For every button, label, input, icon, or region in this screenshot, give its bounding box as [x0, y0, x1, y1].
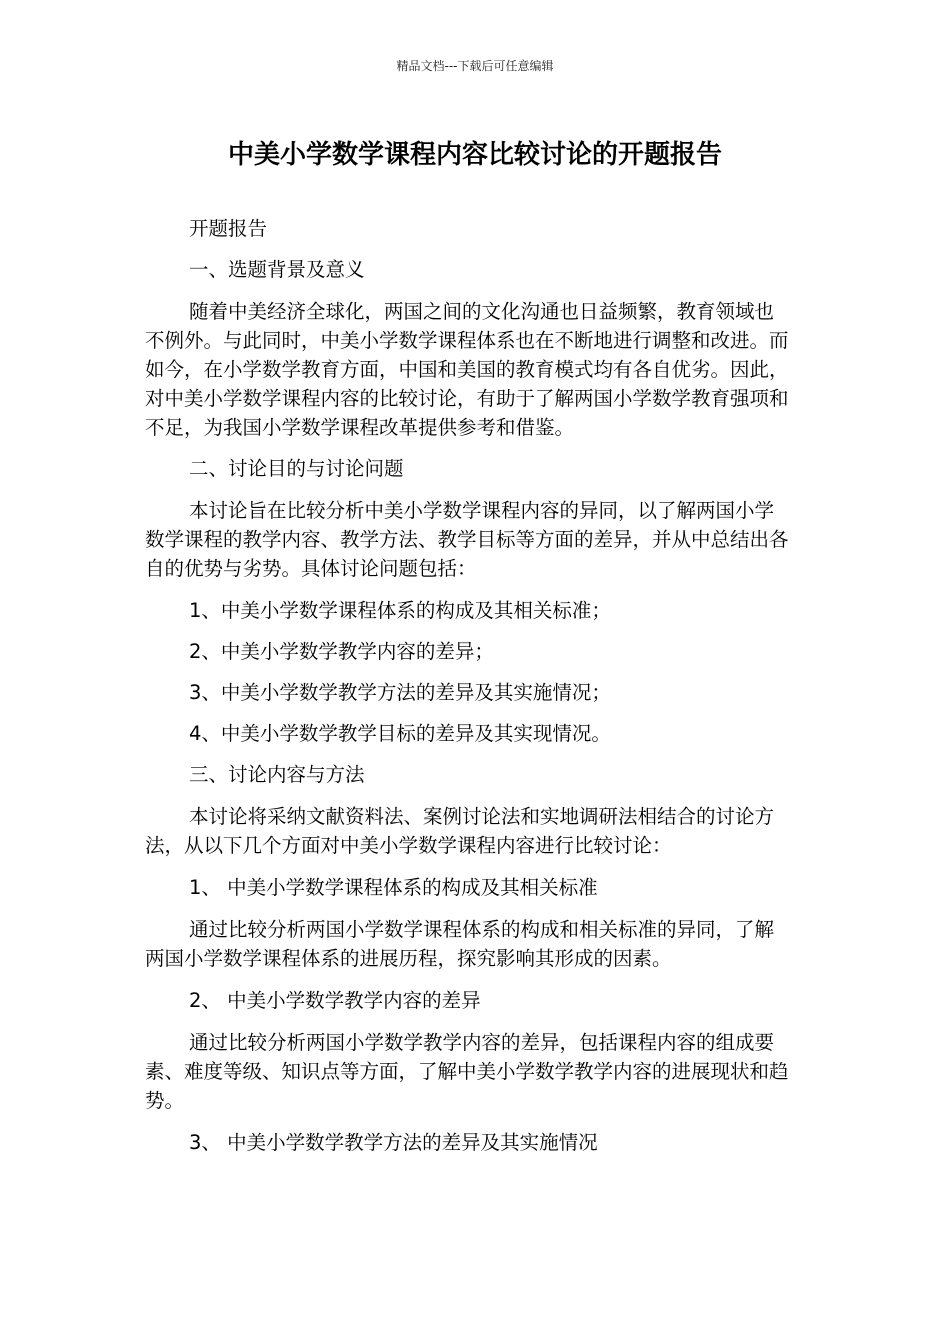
paragraph-background: 随着中美经济全球化，两国之间的文化沟通也日益频繁，教育领域也不例外。与此同时，中美小学数学课程体系也在不断地进行调整和改进。而如今，在小学数学教育方面，中国和美国的教育模式均有各自优劣。因此，对中美小学数学课程内容的比较讨论，有助于了解两国小学数学教育强项和不足，为我国小学数学课程改革提供参考和借鉴。 — [145, 300, 789, 439]
list-item-question-1: 1、中美小学数学课程体系的构成及其相关标准； — [189, 599, 611, 622]
subheading-topic-1: 1、 中美小学数学课程体系的构成及其相关标准 — [189, 876, 598, 899]
paragraph-topic-1: 通过比较分析两国小学数学课程体系的构成和相关标准的异同，了解两国小学数学课程体系的进展历程，探究影响其形成的因素。 — [145, 918, 775, 970]
list-item-question-2: 2、中美小学数学教学内容的差异； — [189, 640, 494, 663]
section-heading-background: 一、选题背景及意义 — [189, 258, 365, 281]
paragraph-report-label: 开题报告 — [189, 217, 268, 240]
subheading-topic-2: 2、 中美小学数学教学内容的差异 — [189, 989, 481, 1012]
document-title: 中美小学数学课程内容比较讨论的开题报告 — [227, 140, 722, 170]
paragraph-topic-2: 通过比较分析两国小学数学教学内容的差异，包括课程内容的组成要素、难度等级、知识点等方面，了解中美小学数学教学内容的进展现状和趋势。 — [145, 1031, 789, 1112]
paragraph-method: 本讨论将采纳文献资料法、案例讨论法和实地调研法相结合的讨论方法，从以下几个方面对中美小学数学课程内容进行比较讨论： — [145, 805, 775, 857]
document-body — [145, 214, 793, 1157]
list-item-question-3: 3、中美小学数学教学方法的差异及其实施情况； — [189, 681, 611, 704]
subheading-topic-3: 3、 中美小学数学教学方法的差异及其实施情况 — [189, 1131, 598, 1154]
list-item-question-4: 4、中美小学数学教学目标的差异及其实现情况。 — [189, 722, 611, 745]
section-heading-content-method: 三、讨论内容与方法 — [189, 763, 365, 786]
section-heading-purpose: 二、讨论目的与讨论问题 — [189, 457, 404, 480]
paragraph-purpose: 本讨论旨在比较分析中美小学数学课程内容的异同，以了解两国小学数学课程的教学内容、教学方法、教学目标等方面的差异，并从中总结出各自的优势与劣势。具体讨论问题包括： — [145, 499, 789, 580]
page-header-note: 精品文档---下载后可任意编辑 — [396, 59, 554, 73]
